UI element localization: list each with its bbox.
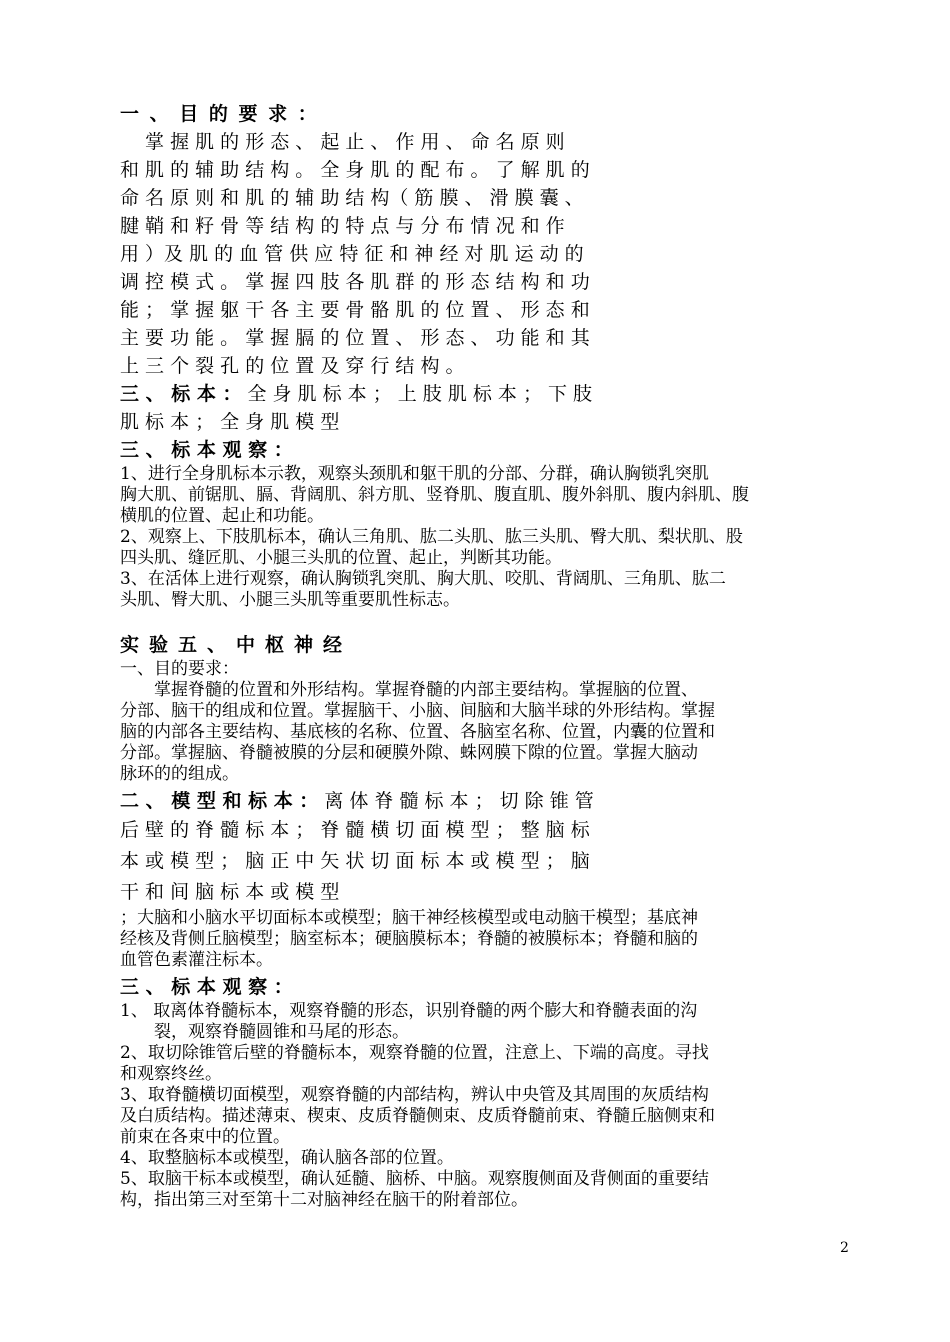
exp5-models-line: 血管色素灌注标本。	[120, 950, 273, 970]
objectives-line: 用 ）及 肌 的 血 管 供 应 特 征 和 神 经 对 肌 运 动 的	[120, 243, 584, 265]
objectives-line: 能 ； 掌 握 躯 干 各 主 要 骨 骼 肌 的 位 置 、 形 态 和	[120, 299, 590, 321]
exp5-objectives-text	[120, 680, 852, 785]
objectives-text	[120, 128, 852, 380]
exp5-objectives-line: 分部、脑干的组成和位置。掌握脑干、小脑、间脑和大脑半球的外形结构。掌握	[120, 701, 715, 721]
observation-item-line: 横肌的位置、起止和功能。	[120, 506, 324, 526]
section-heading-specimens	[120, 380, 852, 408]
exp5-observation-item	[120, 1169, 852, 1211]
specimens-label: 三 、 标 本 ：	[120, 383, 242, 405]
experiment-5-title: 实验五、中枢神经	[120, 634, 353, 656]
objectives-line: 主 要 功 能 。 掌 握 膈 的 位 置 、 形 态 、 功 能 和 其	[120, 327, 590, 349]
exp5-objectives-line: 掌握脊髓的位置和外形结构。掌握脊髓的内部主要结构。掌握脑的位置、	[120, 680, 698, 700]
exp5-models-spread-line: 后 壁 的 脊 髓 标 本 ； 脊 髓 横 切 面 模 型 ； 整 脑 标	[120, 819, 590, 841]
exp5-observation-item-line: 2、取切除锥管后壁的脊髓标本，观察脊髓的位置，注意上、下端的高度。寻找	[120, 1043, 709, 1063]
observation-item	[120, 569, 852, 611]
exp5-models-spread-line: 干 和 间 脑 标 本 或 模 型	[120, 881, 340, 903]
exp5-models-spread-line: 本 或 模 型 ； 脑 正 中 矢 状 切 面 标 本 或 模 型 ； 脑	[120, 850, 590, 872]
observation-item-line: 2、观察上、下肢肌标本，确认三角肌、肱二头肌、肱三头肌、臀大肌、梨状肌、股	[120, 527, 743, 547]
exp5-observation-item	[120, 1043, 852, 1085]
objectives-line: 命 名 原 则 和 肌 的 辅 助 结 构（ 筋 膜 、 滑 膜 囊 、	[120, 187, 584, 209]
observation-item-line: 1、进行全身肌标本示教，观察头颈肌和躯干肌的分部、分群，确认胸锁乳突肌	[120, 464, 709, 484]
observation-item-line: 头肌、臀大肌、小腿三头肌等重要肌性标志。	[120, 590, 460, 610]
exp5-observation-item-line: 4、取整脑标本或模型，确认脑各部的位置。	[120, 1148, 454, 1168]
observation-items	[120, 464, 852, 611]
objectives-line: 掌 握 肌 的 形 态 、 起 止 、 作 用 、 命 名 原 则	[120, 131, 565, 153]
objectives-line: 上 三 个 裂 孔 的 位 置 及 穿 行 结 构 。	[120, 355, 465, 377]
exp5-models-list-start: 离 体 脊 髓 标 本 ； 切 除 锥 管	[318, 790, 594, 812]
exp5-models-list	[120, 908, 852, 971]
document-page	[120, 100, 852, 1211]
exp5-objectives-line: 脉环的的组成。	[120, 764, 239, 784]
objectives-line: 调 控 模 式 。 掌 握 四 肢 各 肌 群 的 形 态 结 构 和 功	[120, 271, 590, 293]
exp5-observation-items	[120, 1001, 852, 1211]
section-heading-objectives: 一 、 目 的 要 求 ：	[120, 103, 319, 125]
exp5-models-line: ；大脑和小脑水平切面标本或模型；脑干神经核模型或电动脑干模型；基底神	[120, 908, 698, 928]
exp5-observation-item-line: 及白质结构。描述薄束、楔束、皮质脊髓侧束、皮质脊髓前束、脊髓丘脑侧束和	[120, 1106, 715, 1126]
exp5-objectives-heading: 一、目的要求：	[120, 659, 239, 679]
exp5-observation-item	[120, 1085, 852, 1148]
specimens-list-start: 全 身 肌 标 本 ； 上 肢 肌 标 本 ； 下 肢	[241, 383, 593, 405]
objectives-line: 腱 鞘 和 籽 骨 等 结 构 的 特 点 与 分 布 情 况 和 作	[120, 215, 565, 237]
page-number: 2	[840, 1240, 849, 1256]
specimens-list-end: 肌 标 本 ； 全 身 肌 模 型	[120, 411, 340, 433]
exp5-observation-item	[120, 1001, 852, 1043]
exp5-observation-item	[120, 1148, 852, 1169]
observation-item	[120, 464, 852, 527]
exp5-observation-item-line: 5、取脑干标本或模型，确认延髓、脑桥、中脑。观察腹侧面及背侧面的重要结	[120, 1169, 709, 1189]
exp5-models-heading-line	[120, 787, 852, 815]
exp5-observation-item-line: 3、取脊髓横切面模型，观察脊髓的内部结构，辨认中央管及其周围的灰质结构	[120, 1085, 709, 1105]
exp5-models-label: 二 、 模 型 和 标 本 ：	[120, 790, 319, 812]
exp5-models-line: 经核及背侧丘脑模型；脑室标本；硬脑膜标本；脊髓的被膜标本；脊髓和脑的	[120, 929, 698, 949]
exp5-observation-item-line: 前束在各束中的位置。	[120, 1127, 290, 1147]
observation-item-line: 四头肌、缝匠肌、小腿三头肌的位置、起止，判断其功能。	[120, 548, 562, 568]
exp5-observation-heading: 三 、 标 本 观 察 ：	[120, 976, 293, 998]
exp5-observation-item-line: 构，指出第三对至第十二对脑神经在脑干的附着部位。	[120, 1190, 528, 1210]
observation-item-line: 3、在活体上进行观察，确认胸锁乳突肌、胸大肌、咬肌、背阔肌、三角肌、肱二	[120, 569, 726, 589]
section-heading-observation: 三 、 标 本 观 察 ：	[120, 439, 293, 461]
exp5-objectives-line: 脑的内部各主要结构、基底核的名称、位置、各脑室名称、位置，内囊的位置和	[120, 722, 715, 742]
exp5-models-spread-lines	[120, 815, 852, 908]
exp5-objectives-line: 分部。掌握脑、脊髓被膜的分层和硬膜外隙、蛛网膜下隙的位置。掌握大脑动	[120, 743, 698, 763]
exp5-observation-item-line: 裂，观察脊髓圆锥和马尾的形态。	[120, 1022, 409, 1042]
exp5-observation-item-line: 1、 取离体脊髓标本，观察脊髓的形态，识别脊髓的两个膨大和脊髓表面的沟	[120, 1001, 698, 1021]
observation-item	[120, 527, 852, 569]
observation-item-line: 胸大肌、前锯肌、膈、背阔肌、斜方肌、竖脊肌、腹直肌、腹外斜肌、腹内斜肌、腹	[120, 485, 749, 505]
exp5-observation-item-line: 和观察终丝。	[120, 1064, 222, 1084]
objectives-line: 和 肌 的 辅 助 结 构 。 全 身 肌 的 配 布 。 了 解 肌 的	[120, 159, 590, 181]
